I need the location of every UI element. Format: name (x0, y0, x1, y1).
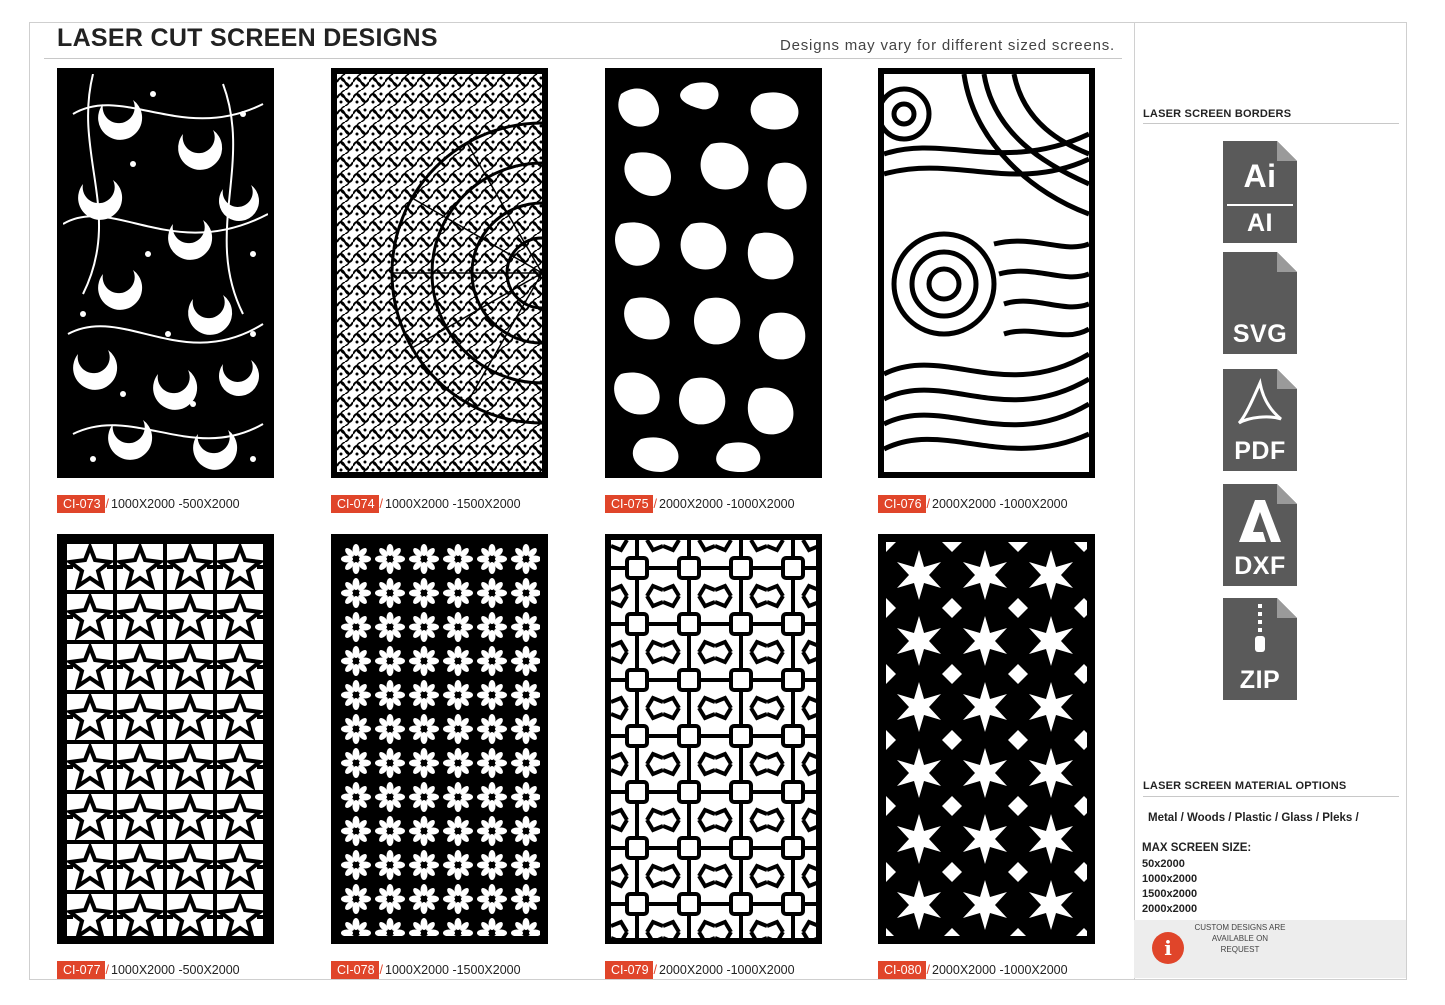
max-size-item: 50x2000 (1142, 858, 1185, 870)
max-size-item: 1000x2000 (1142, 873, 1198, 885)
design-panel-ci-077[interactable] (57, 534, 274, 944)
organic-blob-pattern (611, 74, 816, 472)
design-sizes: 2000X2000 -1000X2000 (932, 963, 1068, 977)
design-code: CI-079 (605, 961, 653, 979)
ai-file-icon[interactable] (1223, 141, 1297, 243)
max-size-heading: MAX SCREEN SIZE: (1142, 842, 1252, 854)
info-icon: i (1152, 932, 1184, 964)
design-sizes: 2000X2000 -1000X2000 (659, 497, 795, 511)
max-size-list (1142, 857, 1197, 917)
design-sizes: 1000X2000 -1500X2000 (385, 497, 521, 511)
design-caption: CI-074 / 1000X2000 -1500X2000 (331, 495, 521, 513)
design-caption: CI-078 / 1000X2000 -1500X2000 (331, 961, 521, 979)
design-code: CI-073 (57, 495, 105, 513)
info-note-text: CUSTOM DESIGNS ARE AVAILABLE ON REQUEST (1194, 923, 1286, 954)
dxf-file-icon[interactable] (1223, 484, 1297, 586)
design-caption: CI-075 / 2000X2000 -1000X2000 (605, 495, 795, 513)
pdf-file-icon[interactable] (1223, 369, 1297, 471)
design-panel-ci-080[interactable] (878, 534, 1095, 944)
design-code: CI-080 (878, 961, 926, 979)
design-panel-ci-079[interactable] (605, 534, 822, 944)
borders-heading: LASER SCREEN BORDERS (1143, 108, 1292, 120)
file-format-label: SVG (1232, 320, 1288, 348)
design-panel-ci-076[interactable] (878, 68, 1095, 478)
zip-file-icon[interactable] (1223, 598, 1297, 700)
design-panel-ci-075[interactable] (605, 68, 822, 478)
design-sizes: 2000X2000 -1000X2000 (932, 497, 1068, 511)
materials-heading: LASER SCREEN MATERIAL OPTIONS (1143, 780, 1347, 792)
max-size-item: 2000x2000 (1142, 903, 1198, 915)
sidebar-divider (1134, 22, 1135, 979)
file-format-label: PDF (1234, 437, 1286, 465)
file-format-label: AI (1247, 209, 1273, 237)
page-title: LASER CUT SCREEN DESIGNS (57, 24, 438, 52)
design-caption: CI-079 / 2000X2000 -1000X2000 (605, 961, 795, 979)
design-code: CI-078 (331, 961, 379, 979)
design-code: CI-076 (878, 495, 926, 513)
design-caption: CI-077 / 1000X2000 -500X2000 (57, 961, 240, 979)
materials-list: Metal / Woods / Plastic / Glass / Pleks / (1148, 812, 1359, 824)
max-size-item: 1500x2000 (1142, 888, 1198, 900)
design-caption: CI-073 / 1000X2000 -500X2000 (57, 495, 240, 513)
mandala-pattern (337, 74, 542, 472)
design-panel-ci-073[interactable] (57, 68, 274, 478)
star-lattice-pattern (886, 542, 1087, 936)
design-caption: CI-080 / 2000X2000 -1000X2000 (878, 961, 1068, 979)
ai-glyph: Ai (1243, 158, 1277, 194)
borders-divider (1143, 123, 1399, 124)
crescent-pattern (63, 74, 268, 472)
geometric-star-pattern (65, 542, 266, 936)
file-format-label: ZIP (1239, 666, 1281, 694)
custom-designs-note (1134, 920, 1406, 978)
swirl-wave-pattern (884, 74, 1089, 472)
interlaced-grid-pattern (611, 540, 816, 938)
design-panel-ci-078[interactable] (331, 534, 548, 944)
design-caption: CI-076 / 2000X2000 -1000X2000 (878, 495, 1068, 513)
design-sizes: 1000X2000 -1500X2000 (385, 963, 521, 977)
flower-lattice-pattern (339, 542, 540, 936)
title-divider (44, 58, 1122, 59)
design-sizes: 1000X2000 -500X2000 (111, 497, 240, 511)
design-sizes: 1000X2000 -500X2000 (111, 963, 240, 977)
design-code: CI-074 (331, 495, 379, 513)
page-subtitle: Designs may vary for different sized screens. (779, 37, 1115, 54)
design-code: CI-075 (605, 495, 653, 513)
design-code: CI-077 (57, 961, 105, 979)
svg-file-icon[interactable] (1223, 252, 1297, 354)
design-sizes: 2000X2000 -1000X2000 (659, 963, 795, 977)
materials-divider (1143, 796, 1399, 797)
file-format-label: DXF (1234, 552, 1286, 580)
design-panel-ci-074[interactable] (331, 68, 548, 478)
